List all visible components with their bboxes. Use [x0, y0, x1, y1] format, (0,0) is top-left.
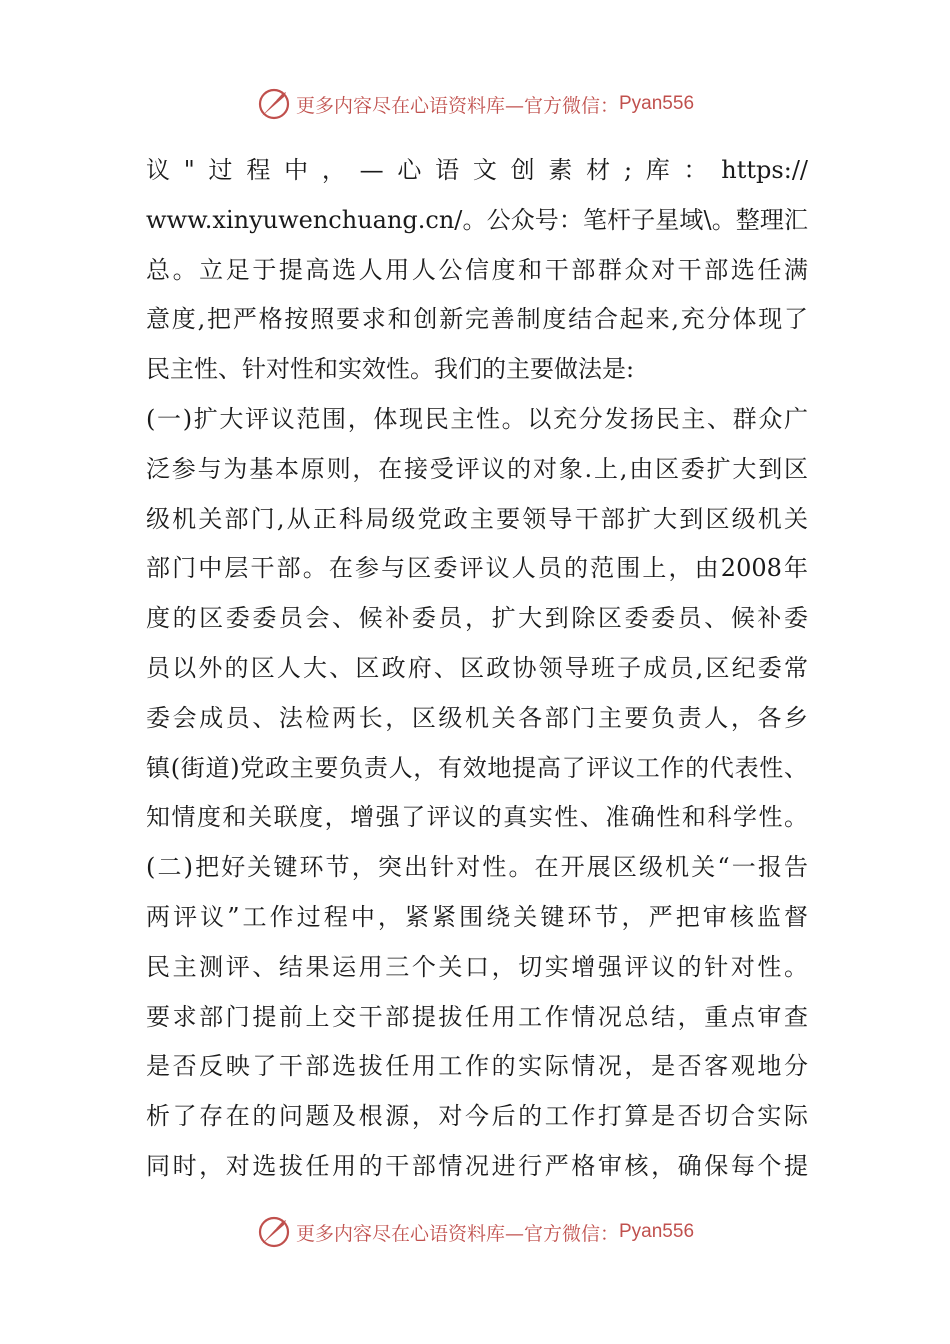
text-line-10: 度的区委委员会、候补委员，扩大到除区委委员、候补委	[146, 604, 808, 633]
text-line-18: 要求部门提前上交干部提拔任用工作情况总结，重点审查	[146, 1002, 808, 1031]
quill-pen-logo-icon	[256, 1214, 292, 1250]
text-line-4: 意度,把严格按照要求和创新完善制度结合起来,充分体现了	[146, 305, 808, 334]
footer-banner	[0, 1212, 950, 1252]
wechat-id: Pyan556	[619, 1221, 695, 1242]
banner-text: 更多内容尽在心语资料库—官方微信：	[295, 94, 619, 117]
text-line-7: 泛参与为基本原则，在接受评议的对象.上,由区委扩大到区	[146, 454, 808, 483]
text-line-16: 两评议”工作过程中，紧紧围绕关键环节，严把审核监督	[146, 902, 808, 931]
quill-pen-logo-icon	[256, 86, 292, 122]
text-line-2: www.xinyuwenchuang.cn/。公众号：笔杆子星域\。整理汇	[146, 205, 808, 234]
text-line-1: 议"过程中，—心语文创素材;库：https://	[146, 156, 808, 184]
document-body	[146, 146, 808, 1192]
text-line-12: 委会成员、法检两长，区级机关各部门主要负责人，各乡	[146, 703, 808, 732]
text-line-20: 析了存在的问题及根源，对今后的工作打算是否切合实际	[146, 1102, 808, 1131]
text-line-3: 总。立足于提高选人用人公信度和干部群众对干部选任满	[146, 255, 808, 284]
wechat-id: Pyan556	[619, 93, 695, 114]
text-line-17: 民主测评、结果运用三个关口，切实增强评议的针对性。	[146, 952, 808, 981]
text-line-6: (一)扩大评议范围，体现民主性。以充分发扬民主、群众广	[146, 404, 808, 433]
banner-text: 更多内容尽在心语资料库—官方微信：	[295, 1222, 619, 1245]
text-line-14: 知情度和关联度，增强了评议的真实性、准确性和科学性。	[146, 803, 808, 832]
text-line-15: (二)把好关键环节，突出针对性。在开展区级机关“一报告	[146, 853, 808, 882]
text-line-9: 部门中层干部。在参与区委评议人员的范围上，由2008年	[146, 554, 808, 583]
text-line-11: 员以外的区人大、区政府、区政协领导班子成员,区纪委常	[146, 653, 808, 682]
text-line-19: 是否反映了干部选拔任用工作的实际情况，是否客观地分	[146, 1052, 808, 1081]
text-line-5: 民主性、针对性和实效性。我们的主要做法是:	[146, 355, 635, 384]
header-banner	[0, 84, 950, 124]
text-line-13: 镇(街道)党政主要负责人，有效地提高了评议工作的代表性、	[146, 753, 808, 782]
text-line-8: 级机关部门,从正科局级党政主要领导干部扩大到区级机关	[146, 504, 808, 533]
text-line-21: 同时，对选拔任用的干部情况进行严格审核，确保每个提	[146, 1151, 808, 1180]
